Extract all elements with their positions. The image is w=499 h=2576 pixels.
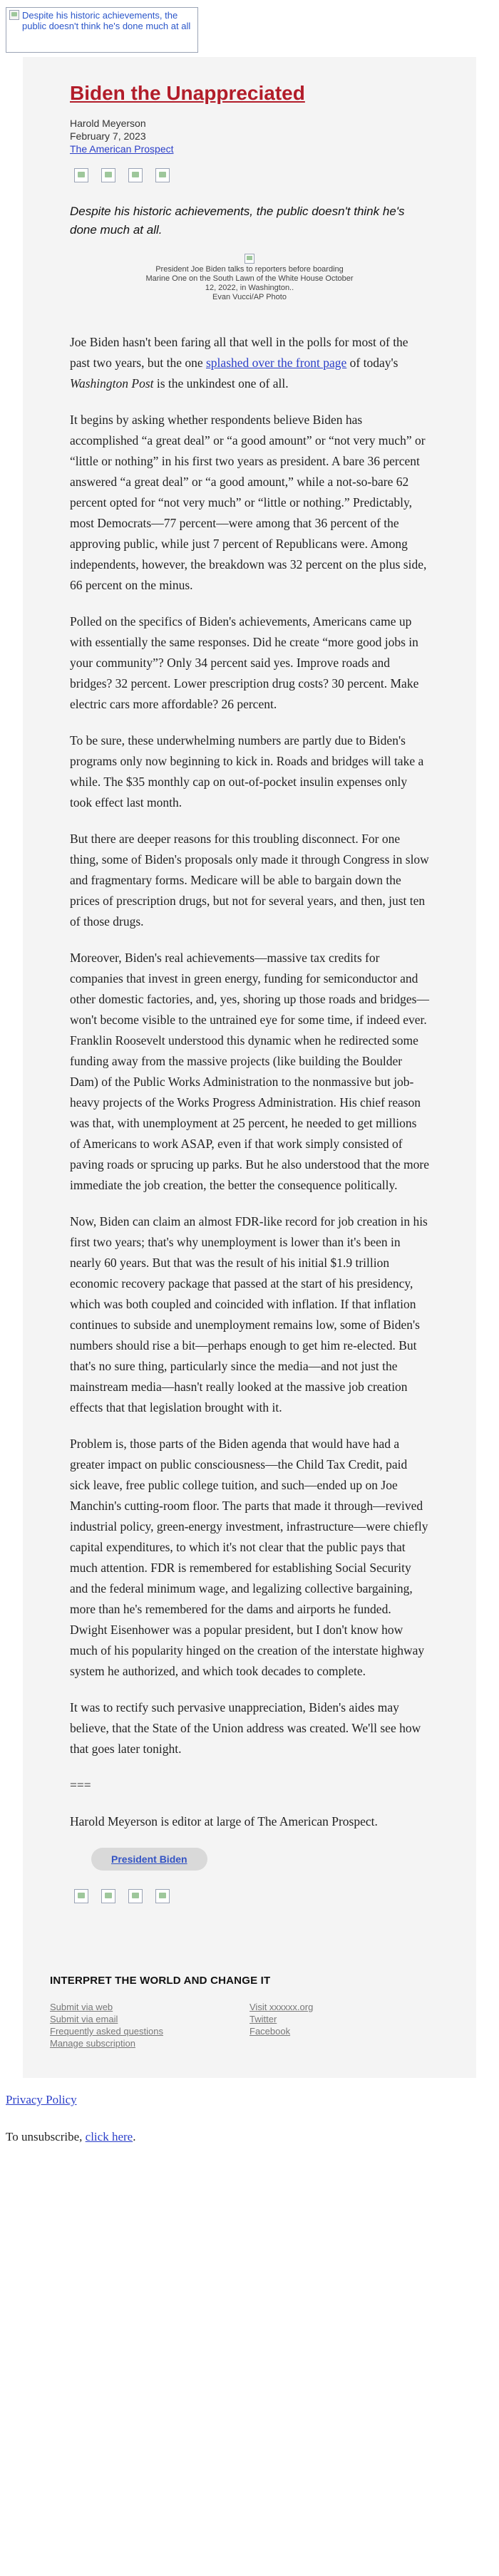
paragraph-text: is the unkindest one of all. [153,376,289,390]
figure-credit: Evan Vucci/AP Photo [212,293,287,301]
paragraph: Polled on the specifics of Biden's achievements, Americans came up with essentially the same responses. Did he create “more good jobs in your community”? Only 34 percent said yes. Improve roads and bridges? 32 percent. Lower prescription drug costs? 30 percent. Make electric cars more affordable? 26 percent. [70,614,419,711]
article-title[interactable]: Biden the Unappreciated [70,82,305,104]
privacy-policy-link[interactable]: Privacy Policy [6,2093,77,2106]
unsubscribe-text: To unsubscribe, [6,2130,86,2143]
broken-image-icon [9,10,19,20]
publication-link[interactable]: The American Prospect [70,143,174,155]
share-email-icon[interactable] [155,1889,170,1903]
unsubscribe-link[interactable]: click here [85,2130,133,2143]
manage-subscription-link[interactable]: Manage subscription [50,2038,135,2049]
share-facebook-icon[interactable] [74,1889,88,1903]
paper-name: Washington Post [70,376,154,390]
paragraph-text: Joe Biden hasn't been faring all that well in the polls for most of the past two years, but the one [70,335,408,370]
paragraph: Now, Biden can claim an almost FDR-like record for job creation in his first two years; that's why unemployment is lower than it's been in nearly 60 years. But that was the result of his initial $1.9 trillion economic recovery package that passed at the start of his presidency, which was both coupled and coincided with inflation. If that inflation continues to subside and unemployment remains low, some of Biden's numbers should rise a bit—perhaps enough to get him re-elected. But that's no sure thing, particularly since the media—and not just the mainstream media—hasn't really looked at the massive job creation effects that that legislation brought with it. [70,1214,428,1414]
faq-link[interactable]: Frequently asked questions [50,2026,163,2037]
newsletter-footer [23,1975,476,2049]
article-content [23,81,476,1903]
paragraph: Problem is, those parts of the Biden agenda that would have had a greater impact on public consciousness—the Child Tax Credit, paid sick leave, free public college tuition, and such—ended up on Joe Manchin's cutting-room floor. The parts that made it through—revived industrial policy, green-energy investment, infrastructure—were chiefly capital expenditures, to which it's not clear that the public pays that much attention. FDR is remembered for establishing Social Security and the federal minimum wage, and legalizing collective bargaining, more than he's remembered for the dams and airports he funded. Dwight Eisenhower was a popular president, but I don't know how much of his popularity hinged on the creation of the interstate highway system he authorized, and which took decades to complete. [70,1437,428,1678]
share-buttons-bottom [74,1889,429,1903]
footer-col-right [250,2001,449,2049]
submit-email-link[interactable]: Submit via email [50,2014,118,2024]
unsubscribe-suffix: . [133,2130,136,2143]
author-bio: Harold Meyerson is editor at large of The American Prospect. [70,1814,378,1828]
share-linkedin-icon[interactable] [128,1889,143,1903]
figure-image-icon [245,254,254,264]
splashed-link[interactable]: splashed over the front page [206,356,347,370]
paragraph [70,332,429,394]
visit-site-link[interactable]: Visit xxxxxx.org [250,2002,314,2012]
article-panel [23,57,476,2078]
share-buttons-top [74,168,429,182]
section-divider: === [70,1778,91,1792]
footer-links [50,2001,449,2049]
facebook-link[interactable]: Facebook [250,2026,291,2037]
author-name: Harold Meyerson [70,118,146,129]
figure-caption: President Joe Biden talks to reporters before boarding Marine One on the South Lawn of the White House October 12, 2022, in Washington.. [145,265,354,292]
article-dek: Despite his historic achievements, the public doesn't think he's done much at all. [70,205,405,237]
byline [70,117,429,155]
share-linkedin-icon[interactable] [128,168,143,182]
share-email-icon[interactable] [155,168,170,182]
article-figure [143,254,356,302]
share-twitter-icon[interactable] [101,168,115,182]
footer-col-left [50,2001,250,2049]
paragraph: Moreover, Biden's real achievements—massive tax credits for companies that invest in green energy, funding for semiconductor and other domestic factories, and, yes, shoring up those roads and bridges—won't become visible to the untrained eye for some time, if indeed ever. Franklin Roosevelt understood this dynamic when he redirected some funding away from the massive projects (like building the Boulder Dam) of the Public Works Administration to the nonmassive but job-heavy projects of the Works Progress Administration. His chief reason was that, with unemployment at 25 percent, he needed to get millions of Americans to work ASAP, even if that work simply consisted of paving roads or sprucing up parks. But he also understood that the more immediate the job creation, the better the consequence politically. [70,951,429,1192]
unsubscribe-line [6,2129,493,2145]
twitter-link[interactable]: Twitter [250,2014,277,2024]
paragraph: But there are deeper reasons for this troubling disconnect. For one thing, some of Biden's proposals only made it through Congress in slow and fragmentary forms. Medicare will be able to bargain down the prices of prescription drugs, but not for several years, and then, just ten of those drugs. [70,832,429,929]
share-twitter-icon[interactable] [101,1889,115,1903]
paragraph-text: of today's [346,356,398,370]
footer-heading: INTERPRET THE WORLD AND CHANGE IT [50,1975,271,1987]
paragraph: It was to rectify such pervasive unappreciation, Biden's aides may believe, that the State of the Union address was created. We'll see how that goes later tonight. [70,1700,421,1756]
tag-row [91,1848,429,1871]
submit-web-link[interactable]: Submit via web [50,2002,113,2012]
email-page [0,7,499,2145]
article-body [70,332,429,1832]
paragraph: To be sure, these underwhelming numbers are partly due to Biden's programs only now beginning to kick in. Roads and bridges will take a while. The $35 monthly cap on out-of-pocket insulin expenses only took effect last month. [70,733,424,809]
email-legal [0,2078,499,2145]
share-facebook-icon[interactable] [74,168,88,182]
tag-president-biden[interactable]: President Biden [91,1848,207,1871]
publish-date: February 7, 2023 [70,130,146,142]
hero-image-alt-text: Despite his historic achievements, the public doesn't think he's done much at all [22,10,191,31]
paragraph: It begins by asking whether respondents believe Biden has accomplished “a great deal” or “a good amount” or “not very much” or “little or nothing” in his first two years as president. A bare 36 percent answered “a great deal” or “a good amount,” while a not-so-bare 62 percent opted for “not very much” or “little or nothing.” Predictably, most Democrats—77 percent—were among that 36 percent of the approving public, while just 7 percent of Republicans were. Among independents, however, the breakdown was 32 percent on the plus side, 66 percent on the minus. [70,413,427,592]
hero-image[interactable] [6,7,198,53]
